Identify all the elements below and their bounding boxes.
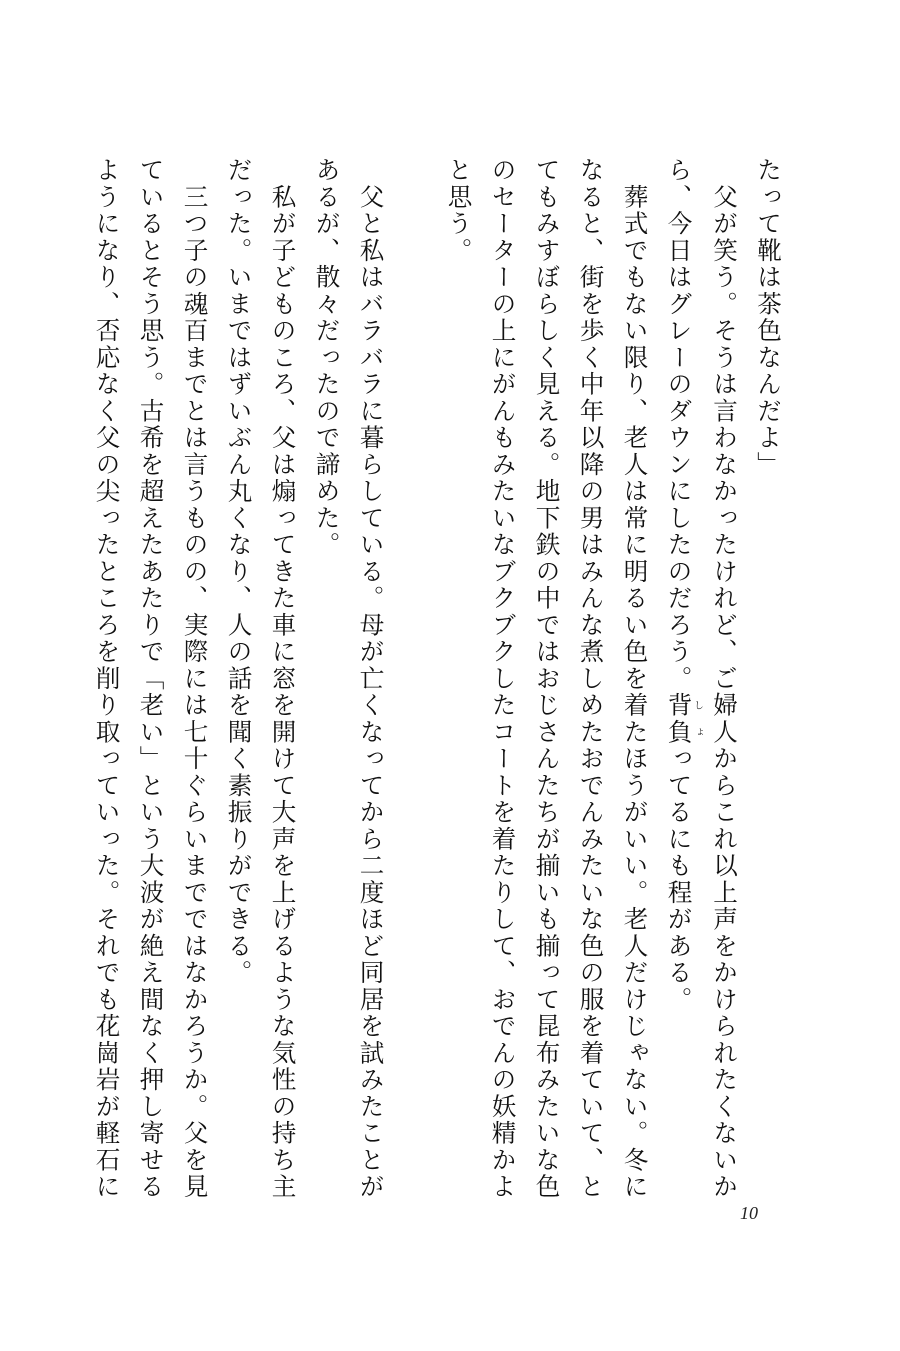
text-line-2: 父が笑う。そうは言わなかったけれど、ご婦人からこれ以上声をかけられたくないか (710, 157, 739, 1201)
text-line-11: あるが、散々だったので諦めた。 (312, 157, 342, 559)
text-line-14: 三つ子の魂百までとは言うものの、実際には七十ぐらいまでではなかろうか。父を見 (180, 157, 210, 1201)
text-line-1: たって靴は茶色なんだよ」 (754, 157, 783, 478)
text-line-3 (657, 157, 703, 1107)
text-line-7: のセーターの上にがんもみたいなブクブクしたコートを着たりして、おでんの妖精かよ (488, 157, 518, 1201)
text-line-8: と思う。 (444, 157, 474, 264)
text-line-5: なると、街を歩く中年以降の男はみんな煮しめたおでんみたいな色の服を着ていて、と (576, 157, 606, 1201)
ruby-annotation (664, 692, 703, 746)
page-number: 10 (740, 1203, 758, 1223)
text-line-12: 私が子どものころ、父は煽ってきた車に窓を開けて大声を上げるような気性の持ち主 (268, 157, 298, 1201)
text-line-3-part-2: ってるにも程がある。 (664, 745, 694, 1013)
ruby-reading: しょ (691, 692, 703, 746)
text-line-16: ようになり、否応なく父の尖ったところを削り取っていった。それでも花崗岩が軽石に (92, 157, 122, 1201)
text-line-15: ているとそう思う。古希を超えたあたりで「老い」という大波が絶え間なく押し寄せる (136, 157, 166, 1201)
vertical-text-body (92, 157, 790, 1201)
text-line-10: 父と私はバラバラに暮らしている。母が亡くなってから二度ほど同居を試みたことが (356, 157, 386, 1201)
text-line-13: だった。いまではずいぶん丸くなり、人の話を聞く素振りができる。 (224, 157, 254, 987)
ruby-base: 背負 (664, 692, 694, 746)
text-line-3-part-1: ら、今日はグレーのダウンにしたのだろう。 (664, 157, 694, 692)
text-line-6: てもみすぼらしく見える。地下鉄の中ではおじさんたちが揃いも揃って昆布みたいな色 (532, 157, 562, 1201)
text-line-4: 葬式でもない限り、老人は常に明るい色を着たほうがいい。老人だけじゃない。冬に (620, 157, 650, 1201)
blank-line (393, 157, 437, 1107)
